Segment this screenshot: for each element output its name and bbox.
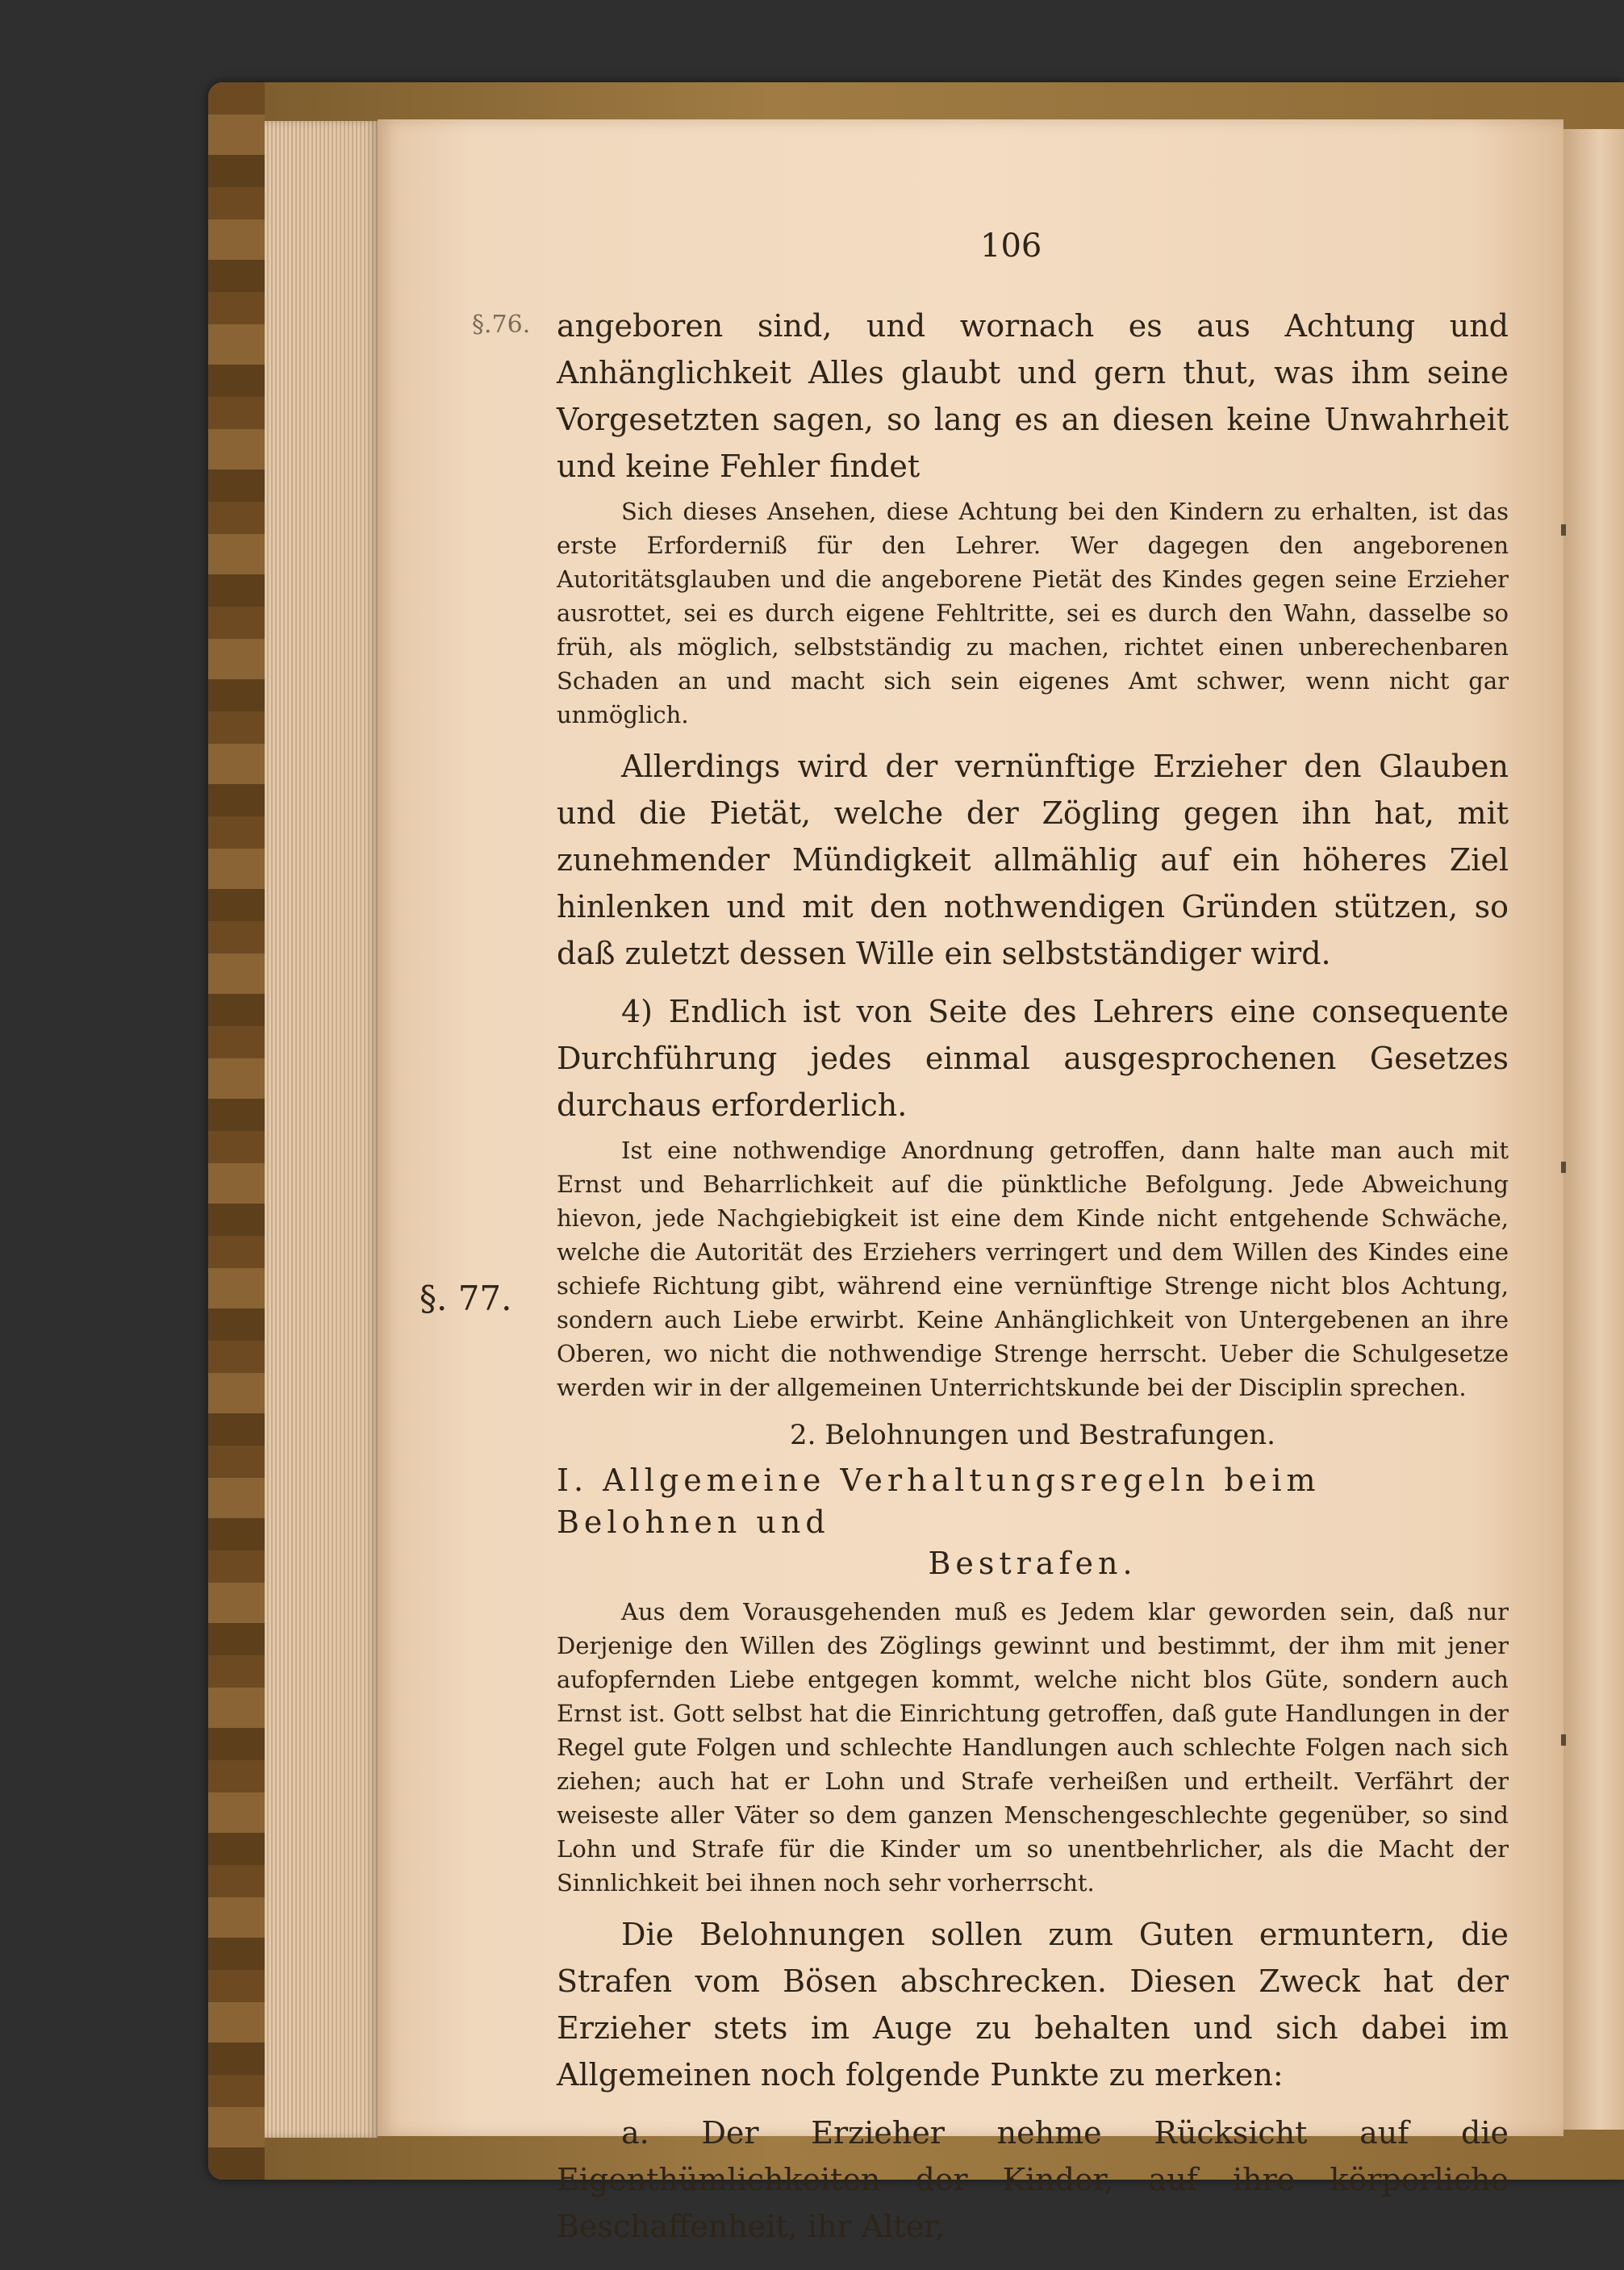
paragraph-4: 4) Endlich ist von Seite des Lehrers eine consequente Durchführung jedes einmal ausgesprochenen Gesetzes durchaus erforderlich. <box>557 994 1509 1123</box>
paragraph-3: Allerdings wird der vernünftige Erzieher den Glauben und die Pietät, welche der Zögling gegen ihn hat, mit zunehmender Mündigkeit allmählig auf ein höheres Ziel hinlenken und mit den nothwendigen Gründen stützen, so daß zuletzt dessen Wille ein selbstständiger wird. <box>557 749 1509 971</box>
paragraph-7: Die Belohnungen sollen zum Guten ermuntern, die Strafen vom Bösen abschrecken. Diesen Zweck hat der Erzieher stets im Auge zu behalten und sich dabei im Allgemeinen noch folgende Punkte zu merken: <box>557 1917 1509 2093</box>
section-heading: 2. Belohnungen und Bestrafungen. <box>790 1419 1275 1451</box>
paragraph-5: Ist eine nothwendige Anordnung getroffen, dann halte man auch mit Ernst und Beharrlichkeit auf die pünktliche Befolgung. Jede Abweichung hievon, jede Nachgiebigkeit ist eine dem Kinde nicht entgehende Schwäche, welche die Autorität des Erziehers verringert und dem Willen des Kindes eine schiefe Richtung gibt, während eine vernünftige Strenge nicht blos Achtung, sondern auch Liebe erwirbt. Keine Anhänglichkeit von Untergebenen an ihre Oberen, wo nicht die nothwendige Strenge herrscht. Ueber die Schulgesetze werden wir in der allgemeinen Unterrichtskunde bei der Disciplin sprechen. <box>557 1137 1509 1401</box>
margin-tick <box>1561 524 1566 536</box>
section-number: §. 77. <box>420 1279 512 1318</box>
paragraph-2: Sich dieses Ansehen, diese Achtung bei den Kindern zu erhalten, ist das erste Erforderniß für den Lehrer. Wer dagegen den angeborenen Autoritätsglauben und die angeborene Pietät des Kindes gegen seine Erzieher ausrottet, sei es durch eigene Fehltritte, sei es durch den Wahn, dasselbe so früh, als möglich, selbstständig zu machen, richtet einen unberechenbaren Schaden an und macht sich sein eigenes Amt schwer, wenn nicht gar unmöglich. <box>557 498 1509 728</box>
paragraph-1: angeboren sind, und wornach es aus Achtung und Anhänglichkeit Alles glaubt und gern thut, was ihm seine Vorgesetzten sagen, so lang es an diesen keine Unwahrheit und keine Fehler findet <box>557 308 1509 484</box>
margin-tick <box>1561 1162 1566 1173</box>
page-number: 106 <box>980 227 1042 265</box>
subsection-heading-line-2: Bestrafen. <box>928 1546 1138 1581</box>
subsection-heading-line-1: I. Allgemeine Verhaltungsregeln beim Belohnen und <box>557 1463 1321 1540</box>
book-spine <box>208 82 265 2180</box>
margin-section-mark: §.76. <box>472 311 531 339</box>
paragraph-8: a. Der Erzieher nehme Rücksicht auf die Eigenthümlichkeiten der Kinder, auf ihre körperliche Beschaffenheit, ihr Alter, <box>557 2115 1509 2244</box>
paragraph-6: Aus dem Vorausgehenden muß es Jedem klar geworden sein, daß nur Derjenige den Willen des Zöglings gewinnt und bestimmt, der ihm mit jener aufopfernden Liebe entgegen kommt, welche nicht blos Güte, sondern auch Ernst ist. Gott selbst hat die Einrichtung getroffen, daß gute Handlungen in der Regel gute Folgen und schlechte Handlungen auch schlechte Folgen nach sich ziehen; auch hat er Lohn und Strafe verheißen und ertheilt. Verfährt der weiseste aller Väter so dem ganzen Menschengeschlechte gegenüber, so sind Lohn und Strafe für die Kinder um so unentbehrlicher, als die Macht der Sinnlichkeit bei ihnen noch sehr vorherrscht. <box>557 1598 1509 1897</box>
page-body <box>557 303 1509 2250</box>
page-edges <box>265 121 378 2138</box>
margin-tick <box>1561 1734 1566 1746</box>
next-page-edge <box>1563 129 1624 2130</box>
